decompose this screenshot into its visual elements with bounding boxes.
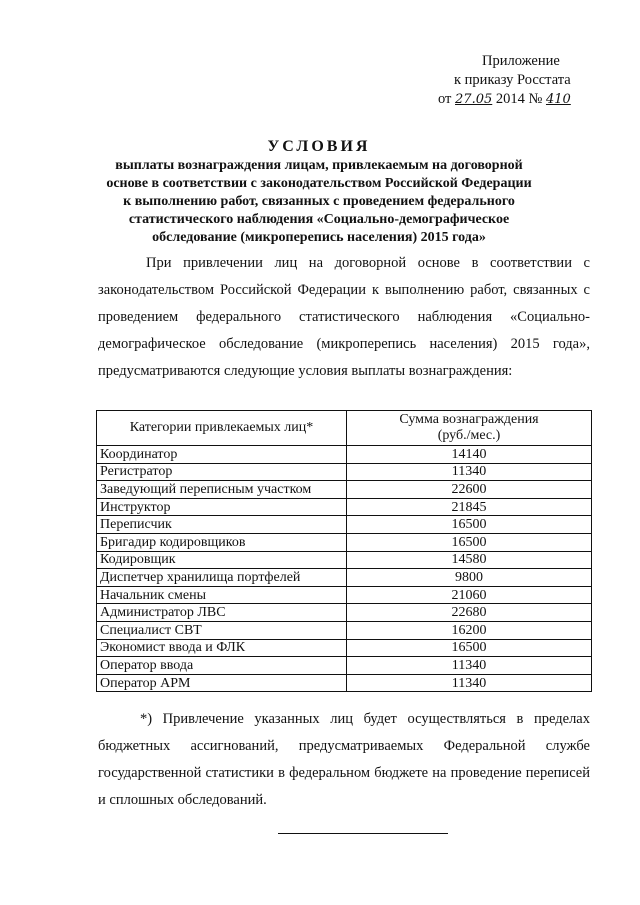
date-prefix: от	[438, 91, 452, 107]
row-category: Администратор ЛВС	[97, 604, 347, 622]
table-row	[97, 481, 592, 499]
table-row	[97, 604, 592, 622]
row-category: Специалист СВТ	[97, 621, 347, 639]
row-category: Кодировщик	[97, 551, 347, 569]
table-row	[97, 621, 592, 639]
row-category: Переписчик	[97, 516, 347, 534]
row-amount: 16200	[347, 621, 592, 639]
row-category: Диспетчер хранилища портфелей	[97, 569, 347, 587]
row-category: Экономист ввода и ФЛК	[97, 639, 347, 657]
table-row	[97, 551, 592, 569]
intro-paragraph: При привлечении лиц на договорной основе в соответствии с законодательством Российской Федерации к выполнению работ, связанных с проведением федерального статистического наблюдения «Социально-демографическое обследование (микроперепись населения) 2015 года», предусматриваются следующие условия выплаты вознаграждения:	[98, 255, 590, 379]
title-subtitle-line: обследование (микроперепись населения) 2015 года»	[152, 230, 486, 245]
row-category: Координатор	[97, 446, 347, 464]
appendix-block	[438, 52, 618, 109]
table-row	[97, 533, 592, 551]
year-number-label: 2014 №	[495, 91, 543, 107]
appendix-label: Приложение	[482, 53, 560, 69]
row-amount: 21845	[347, 498, 592, 516]
table-header-row	[97, 411, 592, 446]
row-category: Регистратор	[97, 463, 347, 481]
document-title	[92, 137, 546, 247]
title-subtitle-line: основе в соответствии с законодательством Российской Федерации	[106, 176, 532, 191]
handwritten-order-number: 410	[545, 92, 571, 107]
table-row	[97, 639, 592, 657]
row-amount: 16500	[347, 516, 592, 534]
header-amount-line1: Сумма вознаграждения	[399, 412, 539, 427]
row-amount: 14140	[347, 446, 592, 464]
title-heading: УСЛОВИЯ	[267, 138, 371, 155]
row-amount: 21060	[347, 586, 592, 604]
header-amount-line2: (руб./мес.)	[437, 428, 501, 443]
title-subtitle-line: выплаты вознаграждения лицам, привлекаемым на договорной	[115, 158, 523, 173]
row-amount: 9800	[347, 569, 592, 587]
table-row	[97, 569, 592, 587]
row-amount: 22600	[347, 481, 592, 499]
row-amount: 11340	[347, 674, 592, 692]
table-row	[97, 657, 592, 675]
table-row	[97, 674, 592, 692]
table-row	[97, 516, 592, 534]
table-row	[97, 498, 592, 516]
row-category: Начальник смены	[97, 586, 347, 604]
row-category: Оператор АРМ	[97, 674, 347, 692]
table-row	[97, 586, 592, 604]
header-amount	[347, 411, 592, 446]
footnote-paragraph: *) Привлечение указанных лиц будет осуществляться в пределах бюджетных ассигнований, предусматриваемых Федеральной службе государственной статистики в федеральном бюджете на проведение переписей и сплошных обследований.	[98, 711, 590, 808]
handwritten-date: 27.05	[455, 92, 493, 107]
title-subtitle-line: статистического наблюдения «Социально-демографическое	[128, 212, 510, 227]
row-amount: 22680	[347, 604, 592, 622]
row-category: Бригадир кодировщиков	[97, 533, 347, 551]
row-category: Инструктор	[97, 498, 347, 516]
row-amount: 16500	[347, 533, 592, 551]
title-subtitle-line: к выполнению работ, связанных с проведением федерального	[123, 194, 515, 209]
row-category: Заведующий переписным участком	[97, 481, 347, 499]
row-category: Оператор ввода	[97, 657, 347, 675]
appendix-order-ref: к приказу Росстата	[454, 72, 571, 88]
row-amount: 16500	[347, 639, 592, 657]
row-amount: 14580	[347, 551, 592, 569]
header-category: Категории привлекаемых лиц*	[97, 411, 347, 446]
appendix-date-line	[438, 90, 618, 109]
awards-table	[96, 410, 592, 692]
closing-divider	[278, 833, 448, 834]
row-amount: 11340	[347, 657, 592, 675]
table-row	[97, 463, 592, 481]
row-amount: 11340	[347, 463, 592, 481]
table-row	[97, 446, 592, 464]
